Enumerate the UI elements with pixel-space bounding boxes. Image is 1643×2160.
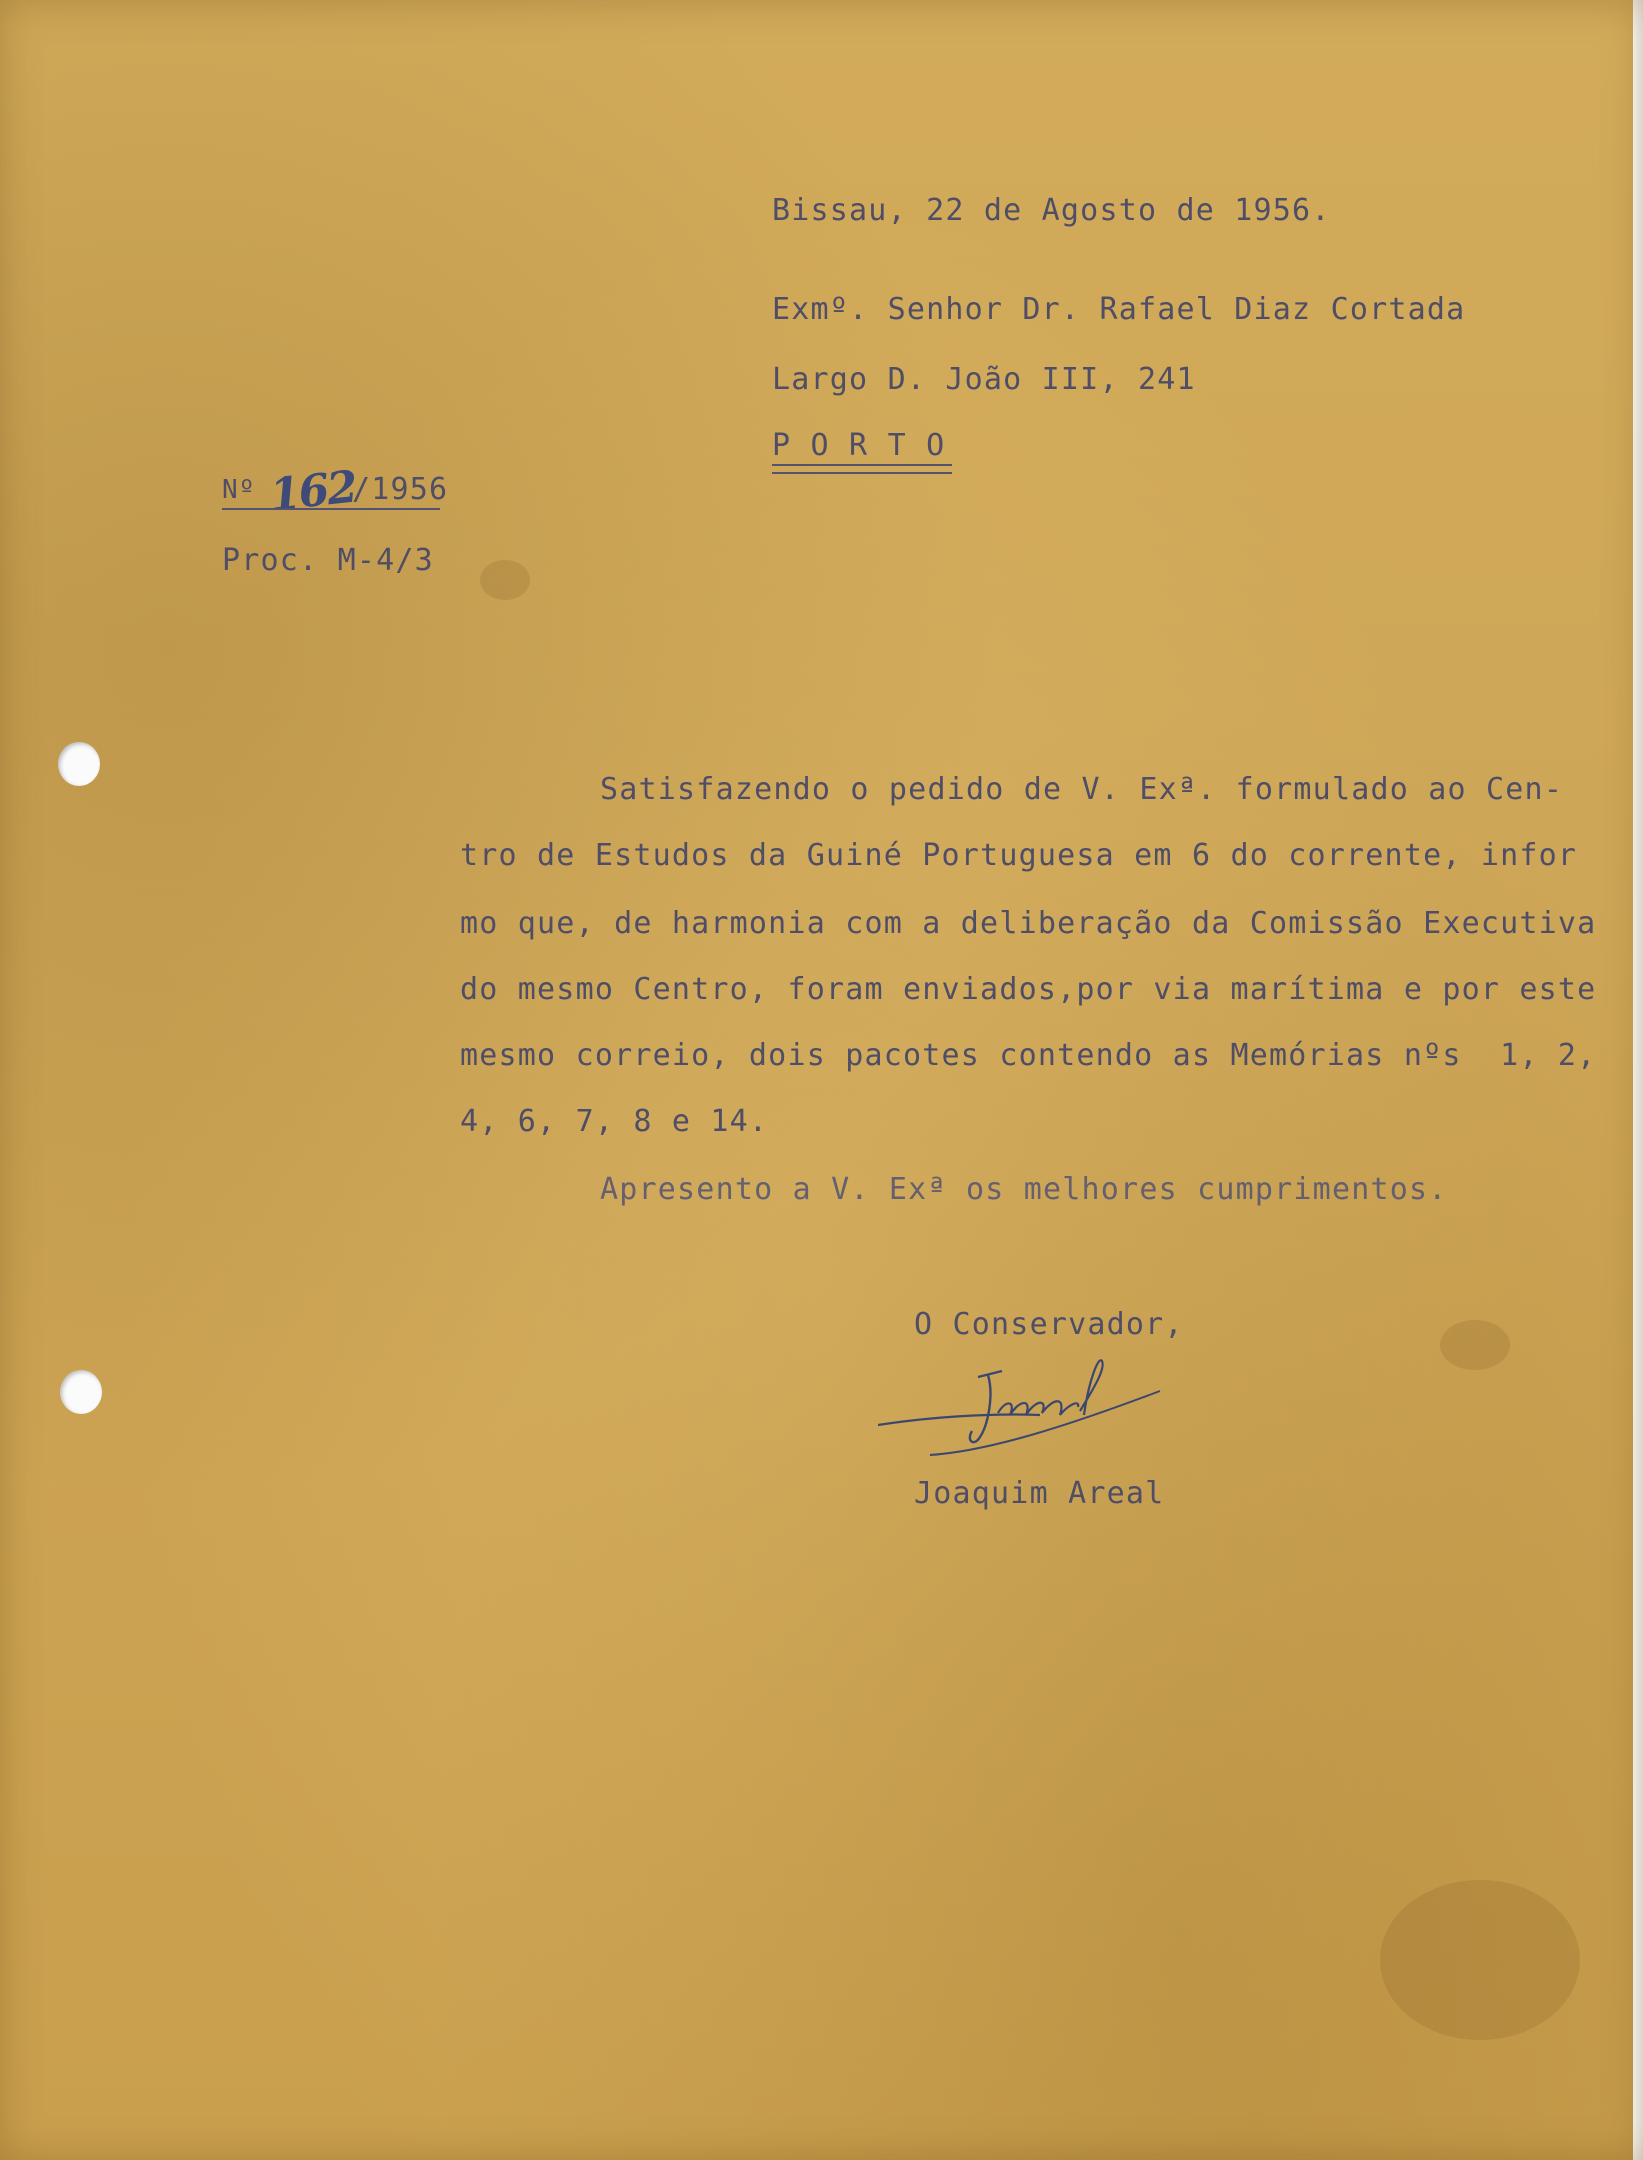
punch-hole-top — [58, 742, 100, 786]
signature-title: O Conservador, — [914, 1307, 1184, 1342]
signatory-name: Joaquim Areal — [914, 1476, 1165, 1511]
reference-underline — [222, 508, 440, 510]
reference-number-suffix: /1956 — [352, 472, 449, 507]
reference-number-handwritten: 162 — [267, 461, 359, 522]
closing-line: Apresento a V. Exª os melhores cumprimentos. — [600, 1172, 1448, 1207]
reference-number-prefix: Nº — [222, 475, 256, 505]
date-line: Bissau, 22 de Agosto de 1956. — [772, 193, 1331, 228]
city-line: P O R T O — [772, 428, 946, 463]
paper-stain — [1440, 1320, 1510, 1370]
handwritten-signature — [870, 1355, 1170, 1475]
process-line: Proc. M-4/3 — [222, 543, 434, 578]
scan-edge — [1633, 0, 1643, 2160]
body-line: 4, 6, 7, 8 e 14. — [460, 1104, 769, 1139]
addressee-line: Exmº. Senhor Dr. Rafael Diaz Cortada — [772, 292, 1466, 327]
body-line: tro de Estudos da Guiné Portuguesa em 6 do corrente, infor — [460, 838, 1578, 873]
body-line: mo que, de harmonia com a deliberação da Comissão Executiva — [460, 906, 1597, 941]
body-line: Satisfazendo o pedido de V. Exª. formulado ao Cen- — [600, 772, 1564, 807]
punch-hole-bottom — [60, 1370, 102, 1414]
body-line: mesmo correio, dois pacotes contendo as Memórias nºs 1, 2, — [460, 1038, 1597, 1073]
address-line: Largo D. João III, 241 — [772, 362, 1196, 397]
city-double-underline — [772, 464, 952, 474]
body-line: do mesmo Centro, foram enviados,por via marítima e por este — [460, 972, 1597, 1007]
paper-stain — [1380, 1880, 1580, 2040]
paper-stain — [480, 560, 530, 600]
